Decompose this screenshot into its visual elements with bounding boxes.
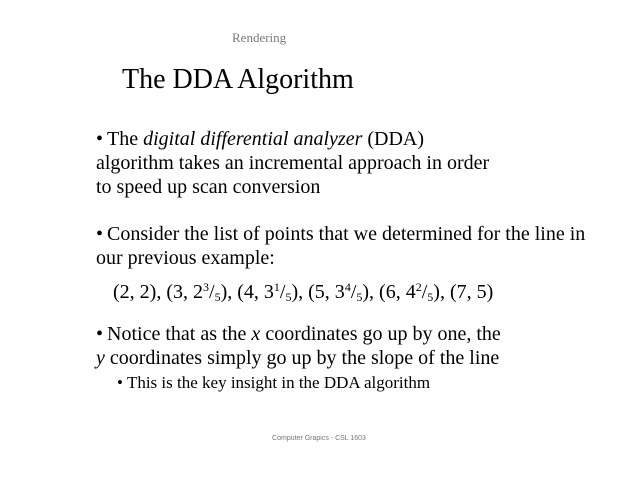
slide-title: The DDA Algorithm: [122, 64, 354, 95]
bullet-text-rest: (DDA) algorithm takes an incremental approach in order to speed up scan conversion: [96, 128, 490, 198]
x-variable: x: [251, 323, 261, 345]
bullet-marker: •: [96, 128, 104, 150]
bullet-dda-definition: [96, 127, 616, 199]
point-1: (2, 2),: [113, 281, 162, 303]
point-4: (5, $3^4/_5$),: [308, 280, 375, 304]
bullet-points-list-intro: [96, 222, 616, 270]
bullet-text-start: The: [107, 128, 144, 150]
point-6: (7, 5): [449, 281, 494, 303]
bullet-marker: •: [96, 323, 104, 345]
slide-footer: Computer Grapics - CSL 1603: [272, 435, 366, 442]
point-5: (6, $4^2/_5$),: [379, 280, 445, 304]
point-2: (3, $2^3/_5$),: [166, 280, 233, 304]
bullet-marker: •: [117, 373, 123, 392]
sub-bullet-key-insight: [117, 373, 430, 393]
point-3: (4, $3^1/_5$),: [237, 280, 304, 304]
bullet-marker: •: [96, 223, 104, 245]
bullet-slope-observation: • Notice that as the x coordinates go up by one, the y coordinates simply go up by the slope of the line: [96, 323, 501, 369]
dda-term: digital differential analyzer: [143, 128, 363, 150]
y-variable: y: [96, 347, 105, 369]
points-list: [113, 280, 493, 305]
section-header: Rendering: [232, 30, 287, 45]
sub-bullet-text: This is the key insight in the DDA algorithm: [126, 373, 431, 392]
bullet-text: Consider the list of points that we determined for the line in our previous example:: [96, 223, 586, 269]
